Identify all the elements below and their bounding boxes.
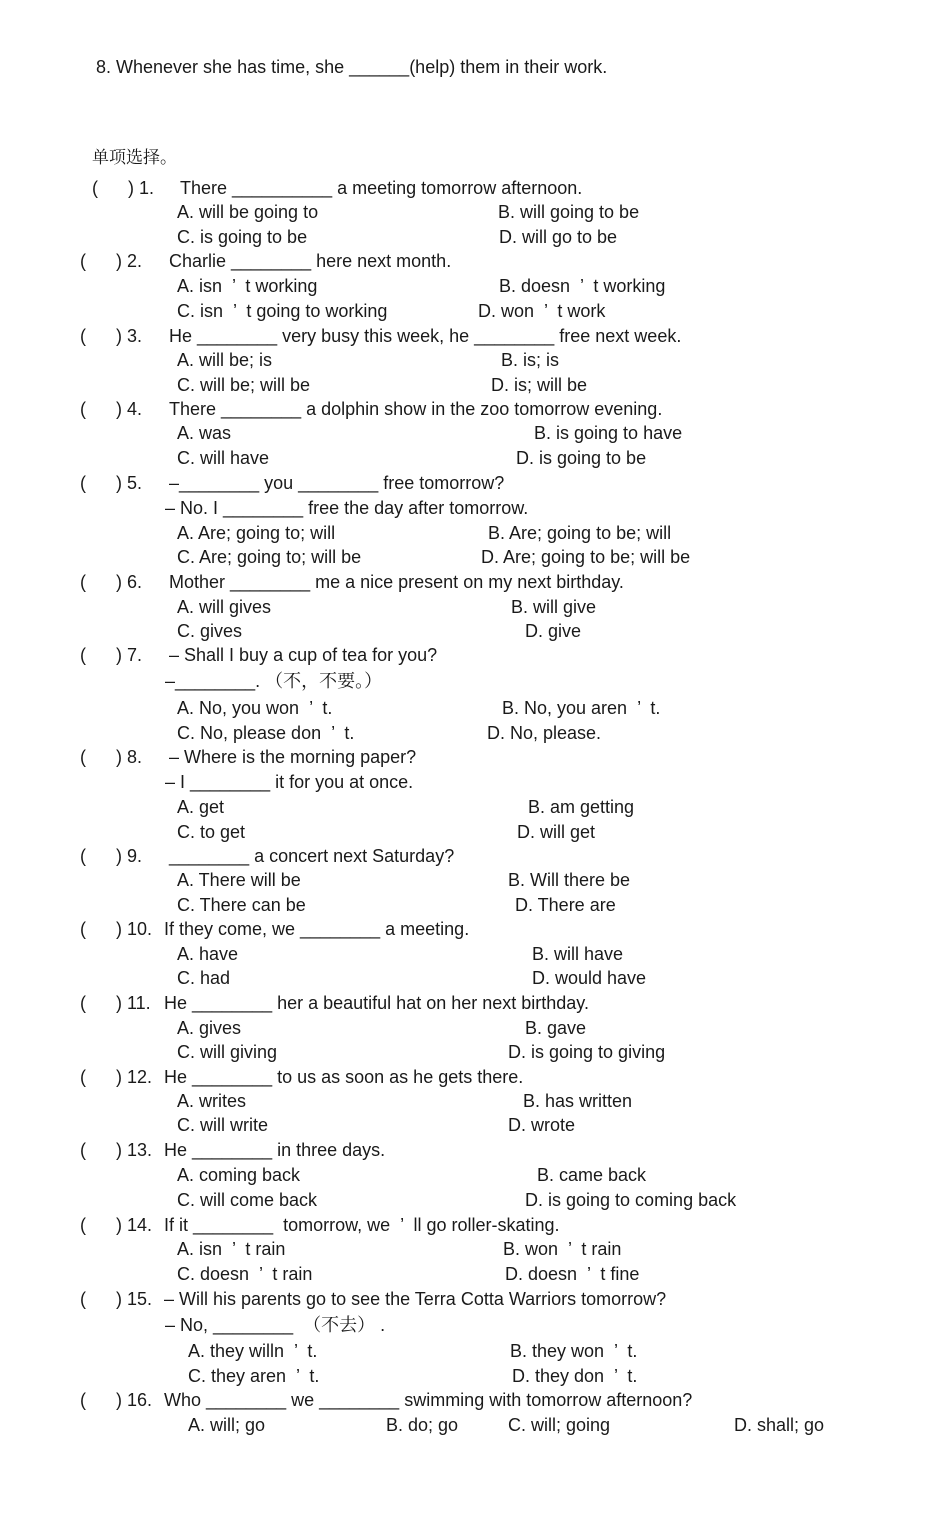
option-b: B. Are; going to be; will bbox=[488, 523, 672, 543]
option-c: C. will; going bbox=[508, 1415, 611, 1435]
option-b: B. gave bbox=[525, 1018, 587, 1038]
question-stem-line2: –________. （不，不要。） bbox=[165, 671, 383, 691]
option-d: D. doesn ’ t fine bbox=[505, 1264, 640, 1284]
question-stem: Mother ________ me a nice present on my next birthday. bbox=[169, 572, 624, 592]
option-b: B. do; go bbox=[386, 1415, 459, 1435]
option-c: C. had bbox=[177, 968, 231, 988]
question-prefix: ( ) 16. bbox=[80, 1390, 153, 1410]
question-stem: – Will his parents go to see the Terra Cotta Warriors tomorrow? bbox=[164, 1289, 667, 1309]
option-a: A. coming back bbox=[177, 1165, 301, 1185]
option-c: C. will have bbox=[177, 448, 270, 468]
option-a: A. isn ’ t rain bbox=[177, 1239, 286, 1259]
option-c: C. isn ’ t going to working bbox=[177, 301, 388, 321]
option-c: C. gives bbox=[177, 621, 243, 641]
option-c: C. Are; going to; will be bbox=[177, 547, 362, 567]
fill-blank-item-8: 8. Whenever she has time, she ______(help) them in their work. bbox=[96, 57, 608, 77]
option-b: B. No, you aren ’ t. bbox=[502, 698, 661, 718]
option-d: D. won ’ t work bbox=[478, 301, 606, 321]
question-prefix: ( ) 4. bbox=[80, 399, 143, 419]
option-a: A. will gives bbox=[177, 597, 272, 617]
option-d: D. give bbox=[525, 621, 582, 641]
option-a: A. was bbox=[177, 423, 232, 443]
option-d: D. they don ’ t. bbox=[512, 1366, 638, 1386]
option-c: C. will be; will be bbox=[177, 375, 311, 395]
option-b: B. Will there be bbox=[508, 870, 631, 890]
question-stem-line2: – I ________ it for you at once. bbox=[165, 772, 414, 792]
option-b: B. they won ’ t. bbox=[510, 1341, 638, 1361]
option-d: D. is going to be bbox=[516, 448, 647, 468]
option-b: B. will going to be bbox=[498, 202, 640, 222]
question-stem: –________ you ________ free tomorrow? bbox=[169, 473, 505, 493]
option-d: D. will go to be bbox=[499, 227, 618, 247]
option-b: B. will give bbox=[511, 597, 597, 617]
option-a: A. they willn ’ t. bbox=[188, 1341, 318, 1361]
question-stem: If they come, we ________ a meeting. bbox=[164, 919, 470, 939]
question-prefix: ( ) 5. bbox=[80, 473, 143, 493]
option-d: D. will get bbox=[517, 822, 596, 842]
question-prefix: ( ) 1. bbox=[92, 178, 155, 198]
question-prefix: ( ) 8. bbox=[80, 747, 143, 767]
option-b: B. will have bbox=[532, 944, 624, 964]
question-prefix: ( ) 13. bbox=[80, 1140, 153, 1160]
question-prefix: ( ) 10. bbox=[80, 919, 153, 939]
option-c: C. There can be bbox=[177, 895, 306, 915]
question-prefix: ( ) 15. bbox=[80, 1289, 153, 1309]
option-a: A. will; go bbox=[188, 1415, 266, 1435]
question-prefix: ( ) 3. bbox=[80, 326, 143, 346]
question-stem: He ________ in three days. bbox=[164, 1140, 386, 1160]
question-stem: Charlie ________ here next month. bbox=[169, 251, 452, 271]
option-a: A. will be going to bbox=[177, 202, 319, 222]
question-stem: He ________ very busy this week, he ________ free next week. bbox=[169, 326, 682, 346]
question-stem: He ________ to us as soon as he gets there. bbox=[164, 1067, 524, 1087]
question-prefix: ( ) 7. bbox=[80, 645, 143, 665]
option-c: C. is going to be bbox=[177, 227, 308, 247]
option-a: A. There will be bbox=[177, 870, 301, 890]
option-d: D. wrote bbox=[508, 1115, 576, 1135]
option-b: B. doesn ’ t working bbox=[499, 276, 666, 296]
question-stem: There ________ a dolphin show in the zoo tomorrow evening. bbox=[169, 399, 663, 419]
question-stem-line2: – No. I ________ free the day after tomorrow. bbox=[165, 498, 529, 518]
question-prefix: ( ) 9. bbox=[80, 846, 143, 866]
option-d: D. would have bbox=[532, 968, 647, 988]
question-prefix: ( ) 11. bbox=[80, 993, 151, 1013]
option-c: C. to get bbox=[177, 822, 246, 842]
option-d: D. is going to coming back bbox=[525, 1190, 737, 1210]
question-stem: If it ________ tomorrow, we ’ ll go roller-skating. bbox=[164, 1215, 560, 1235]
question-stem: Who ________ we ________ swimming with tomorrow afternoon? bbox=[164, 1390, 693, 1410]
option-a: A. Are; going to; will bbox=[177, 523, 336, 543]
option-b: B. came back bbox=[537, 1165, 647, 1185]
option-c: C. doesn ’ t rain bbox=[177, 1264, 313, 1284]
question-prefix: ( ) 2. bbox=[80, 251, 143, 271]
question-stem: There __________ a meeting tomorrow afternoon. bbox=[180, 178, 583, 198]
option-c: C. they aren ’ t. bbox=[188, 1366, 320, 1386]
option-a: A. will be; is bbox=[177, 350, 273, 370]
option-d: D. Are; going to be; will be bbox=[481, 547, 691, 567]
option-d: D. shall; go bbox=[734, 1415, 825, 1435]
option-c: C. will come back bbox=[177, 1190, 318, 1210]
option-a: A. have bbox=[177, 944, 239, 964]
option-b: B. has written bbox=[523, 1091, 633, 1111]
option-a: A. get bbox=[177, 797, 225, 817]
option-a: A. No, you won ’ t. bbox=[177, 698, 333, 718]
option-c: C. will giving bbox=[177, 1042, 278, 1062]
question-stem: ________ a concert next Saturday? bbox=[169, 846, 455, 866]
option-c: C. will write bbox=[177, 1115, 269, 1135]
option-b: B. is; is bbox=[501, 350, 560, 370]
option-b: B. am getting bbox=[528, 797, 635, 817]
question-stem: – Shall I buy a cup of tea for you? bbox=[169, 645, 438, 665]
question-stem: He ________ her a beautiful hat on her next birthday. bbox=[164, 993, 589, 1013]
question-stem: – Where is the morning paper? bbox=[169, 747, 417, 767]
option-a: A. isn ’ t working bbox=[177, 276, 318, 296]
option-b: B. is going to have bbox=[534, 423, 683, 443]
option-d: D. There are bbox=[515, 895, 616, 915]
option-b: B. won ’ t rain bbox=[503, 1239, 622, 1259]
option-d: D. is going to giving bbox=[508, 1042, 666, 1062]
section-title: 单项选择。 bbox=[92, 148, 177, 168]
option-c: C. No, please don ’ t. bbox=[177, 723, 355, 743]
question-prefix: ( ) 14. bbox=[80, 1215, 153, 1235]
option-d: D. No, please. bbox=[487, 723, 602, 743]
option-a: A. gives bbox=[177, 1018, 242, 1038]
question-prefix: ( ) 6. bbox=[80, 572, 143, 592]
option-d: D. is; will be bbox=[491, 375, 588, 395]
question-prefix: ( ) 12. bbox=[80, 1067, 153, 1087]
option-a: A. writes bbox=[177, 1091, 247, 1111]
question-stem-line2: – No, ________ （不去） . bbox=[165, 1315, 386, 1335]
